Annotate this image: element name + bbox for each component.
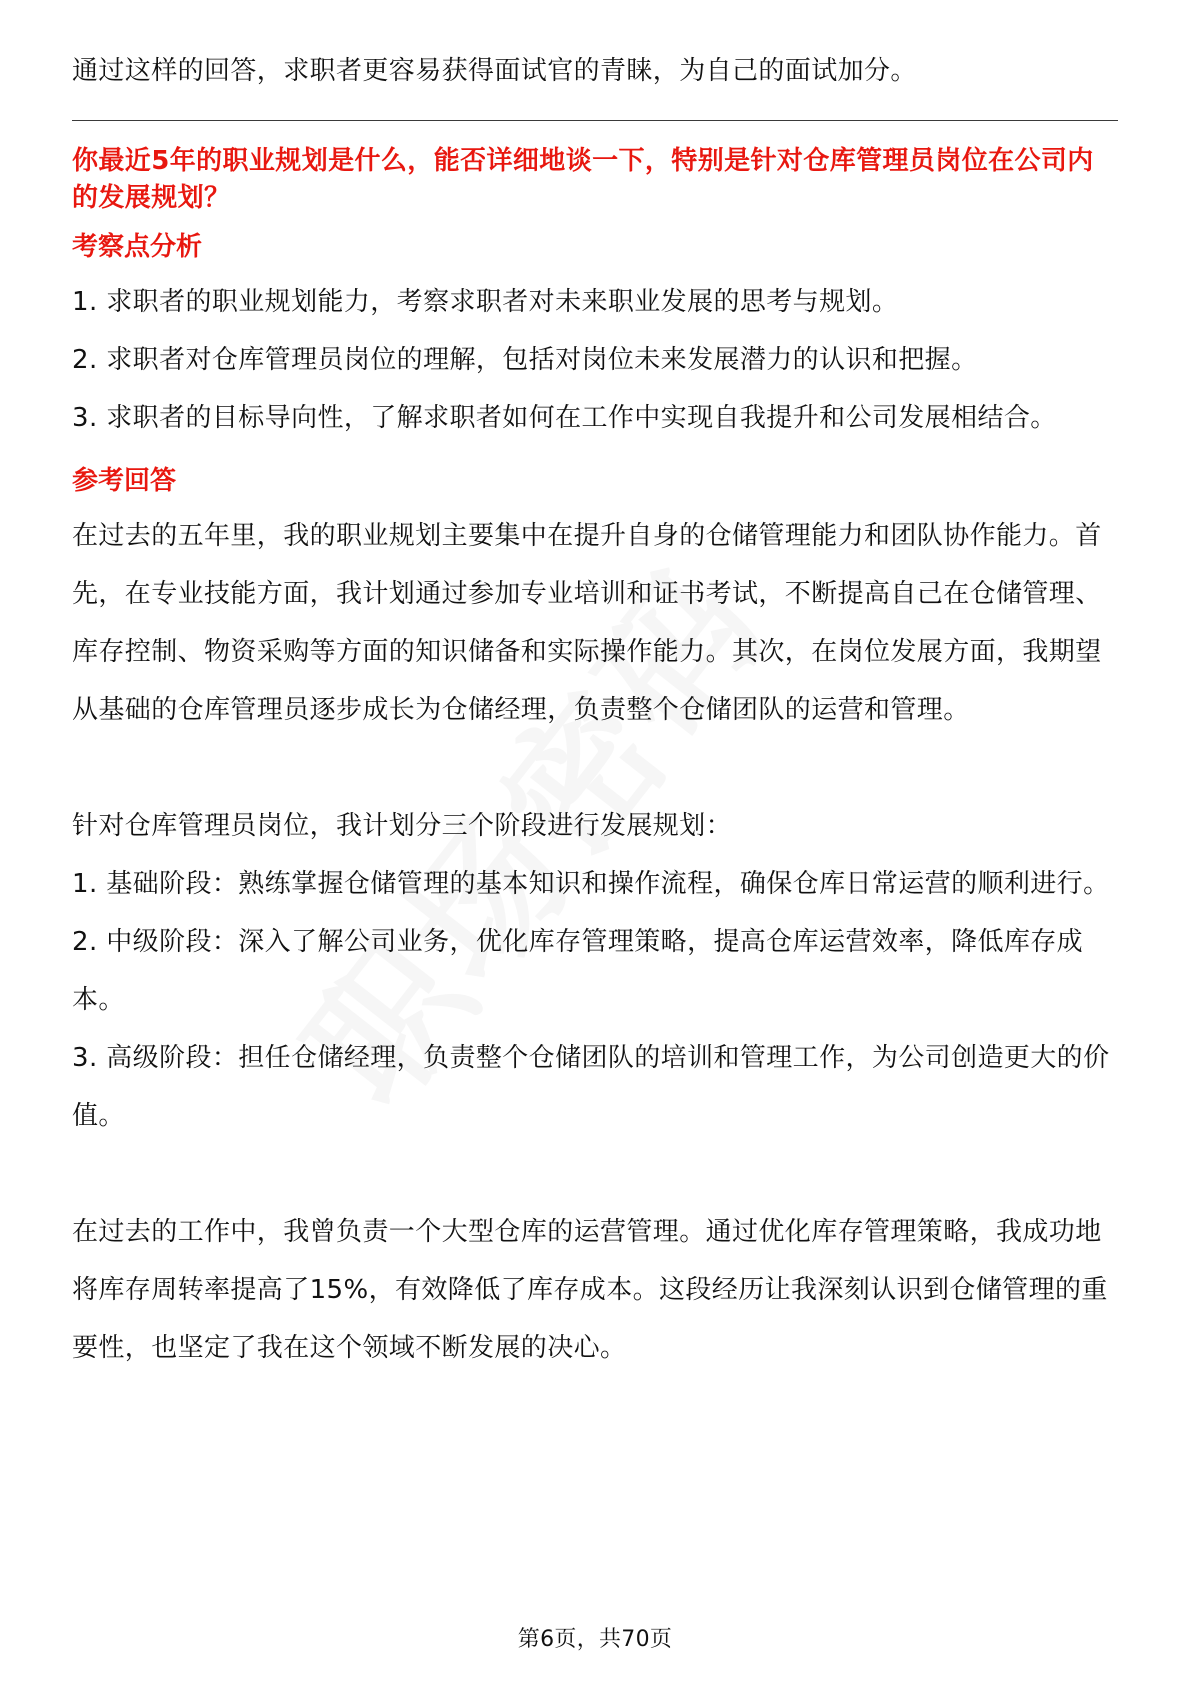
intro-line: 通过这样的回答，求职者更容易获得面试官的青睐，为自己的面试加分。 (72, 56, 917, 86)
analysis-item: 2. 求职者对仓库管理员岗位的理解，包括对岗位未来发展潜力的认识和把握。 (72, 345, 978, 375)
analysis-title: 考察点分析 (72, 232, 203, 262)
stage-item: 1. 基础阶段：熟练掌握仓储管理的基本知识和操作流程，确保仓库日常运营的顺利进行。 (72, 869, 1110, 899)
blank-line (72, 1145, 1118, 1203)
blank-line (72, 739, 1118, 797)
analysis-item: 1. 求职者的职业规划能力，考察求职者对未来职业发展的思考与规划。 (72, 287, 899, 317)
divider (72, 120, 1118, 121)
analysis-item: 3. 求职者的目标导向性，了解求职者如何在工作中实现自我提升和公司发展相结合。 (72, 403, 1057, 433)
plan-intro: 针对仓库管理员岗位，我计划分三个阶段进行发展规划： (72, 811, 733, 841)
stage-item: 3. 高级阶段：担任仓储经理，负责整个仓储团队的培训和管理工作，为公司创造更大的价值。 (72, 1043, 1110, 1131)
stage-item: 2. 中级阶段：深入了解公司业务，优化库存管理策略，提高仓库运营效率，降低库存成本。 (72, 927, 1084, 1015)
page-footer: 第6页，共70页 (517, 1627, 673, 1652)
answer-paragraph: 在过去的五年里，我的职业规划主要集中在提升自身的仓储管理能力和团队协作能力。首先，在专业技能方面，我计划通过参加专业培训和证书考试，不断提高自己在仓储管理、库存控制、物资采购等方面的知识储备和实际操作能力。其次，在岗位发展方面，我期望从基础的仓库管理员逐步成长为仓储经理，负责整个仓储团队的运营和管理。 (72, 521, 1102, 725)
question-heading: 你最近5年的职业规划是什么，能否详细地谈一下，特别是针对仓库管理员岗位在公司内的发展规划？ (72, 146, 1094, 213)
page-content (72, 40, 1118, 1377)
answer-title: 参考回答 (72, 466, 177, 496)
answer-paragraph: 在过去的工作中，我曾负责一个大型仓库的运营管理。通过优化库存管理策略，我成功地将库存周转率提高了15%，有效降低了库存成本。这段经历让我深刻认识到仓储管理的重要性，也坚定了我在这个领域不断发展的决心。 (72, 1217, 1108, 1363)
